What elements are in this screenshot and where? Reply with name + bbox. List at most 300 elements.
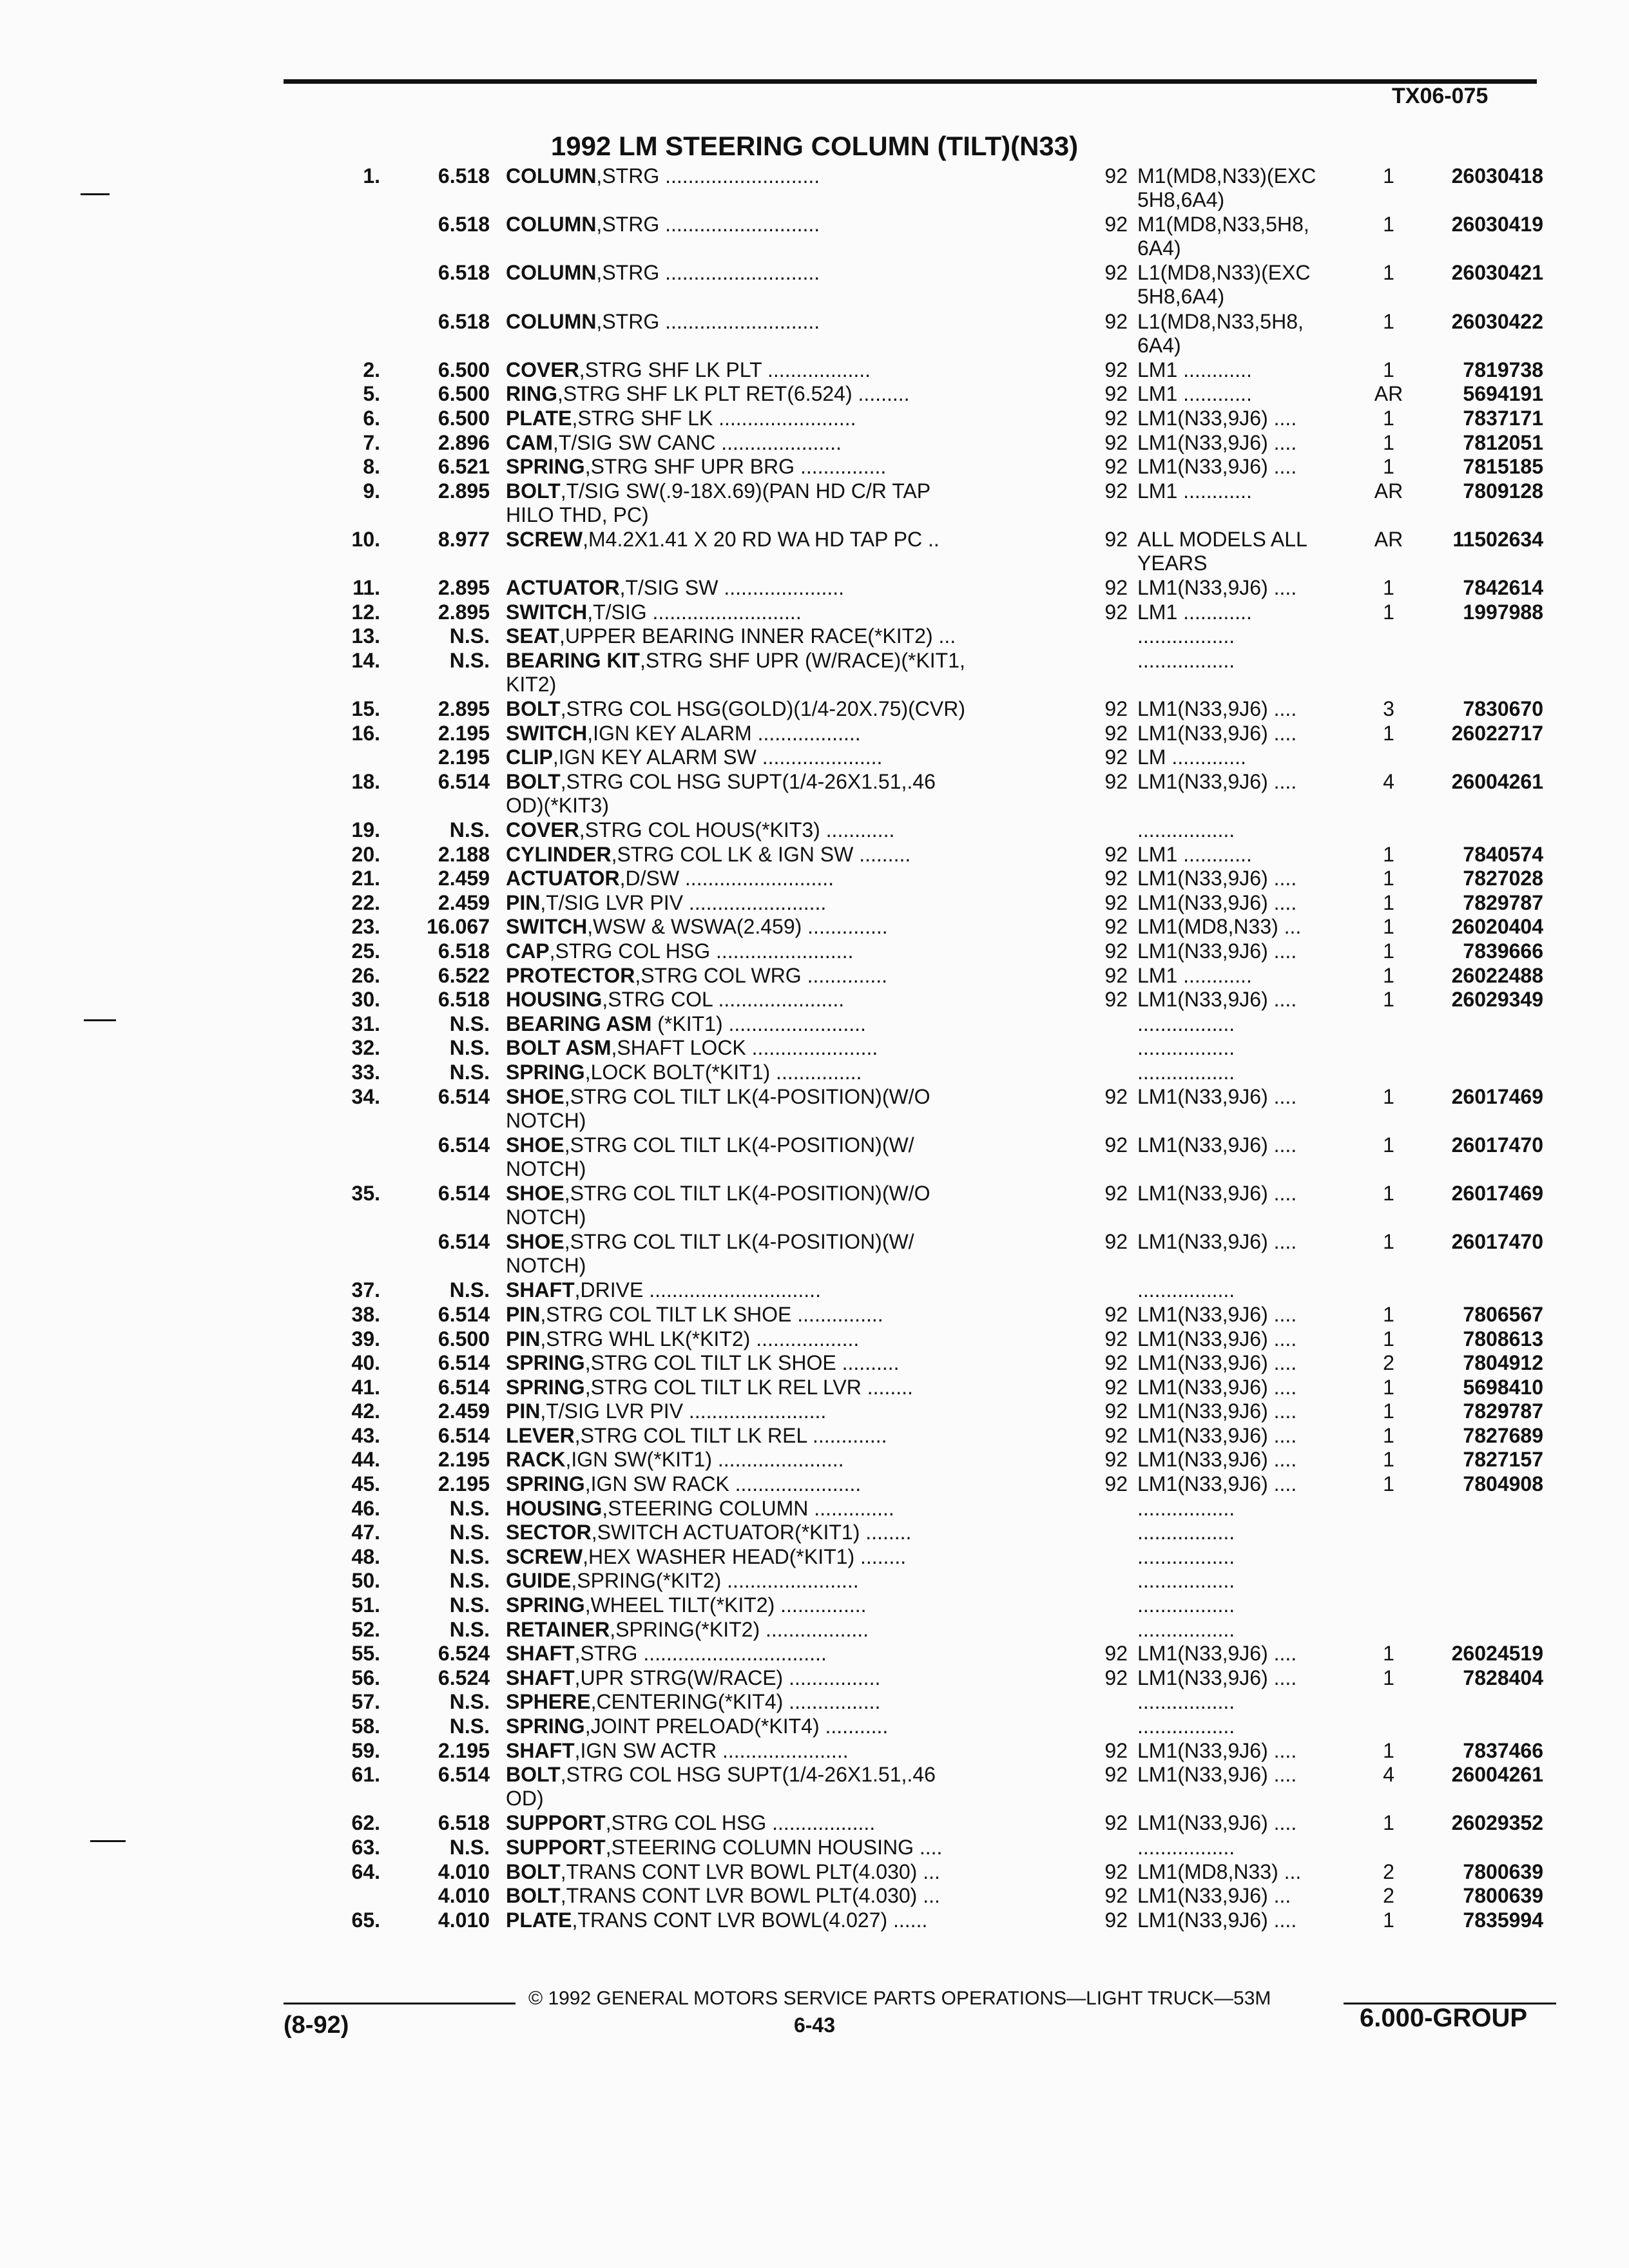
part-name: BOLT (506, 1884, 561, 1908)
part-name: SPRING (506, 1375, 585, 1399)
quantity: 1 (1383, 1375, 1394, 1399)
group-number: 2.195 (438, 745, 490, 769)
table-row (0, 1545, 1629, 1570)
part-description (506, 407, 1099, 430)
model-code: LM1(N33,9J6) ... (1137, 1884, 1291, 1908)
group-number: 6.518 (438, 1811, 490, 1835)
part-detail: ,STRG COL HSG ........................ (549, 939, 854, 963)
item-number: 34. (351, 1084, 380, 1108)
part-number: 7842614 (1463, 576, 1543, 600)
quantity: 1 (1383, 358, 1394, 381)
item-number: 44. (351, 1448, 380, 1472)
model-code: LM1(N33,9J6) .... (1137, 1423, 1297, 1447)
part-description (506, 431, 1099, 455)
part-detail: ,STRG COL LK & IGN SW ......... (611, 842, 911, 866)
group-number: 6.524 (438, 1642, 490, 1666)
table-row (0, 745, 1629, 770)
part-number: 7827028 (1463, 867, 1543, 890)
part-description (506, 1618, 1099, 1642)
part-number: 7809128 (1463, 479, 1543, 503)
part-description (506, 915, 1099, 939)
part-description (506, 649, 1099, 697)
item-number: 2. (363, 358, 380, 381)
part-number: 26029349 (1451, 988, 1543, 1012)
group-number: N.S. (449, 1835, 490, 1859)
model-code: LM ............. (1137, 745, 1246, 769)
part-detail: ,WHEEL TILT(*KIT2) ............... (584, 1593, 867, 1617)
table-row (0, 1061, 1629, 1085)
table-row (0, 1278, 1629, 1303)
part-name: COLUMN (506, 309, 597, 333)
model-code: M1(MD8,N33,5H8, 6A4) (1137, 213, 1309, 260)
part-description (506, 1424, 1099, 1448)
part-detail: ,STEERING COLUMN HOUSING .... (605, 1835, 943, 1859)
part-detail: ,T/SIG SW ..................... (619, 576, 845, 600)
part-name: PLATE (506, 406, 572, 430)
part-name: PIN (506, 890, 541, 914)
part-name: SECTOR (506, 1521, 592, 1544)
part-number: 26017469 (1451, 1181, 1543, 1205)
part-description (506, 1836, 1099, 1860)
model-year: 92 (1104, 963, 1128, 987)
part-description (506, 1739, 1099, 1763)
part-name: PROTECTOR (506, 963, 635, 987)
table-row (0, 213, 1629, 261)
group-number: N.S. (449, 818, 490, 842)
quantity: 1 (1383, 309, 1394, 333)
model-year: 92 (1104, 697, 1128, 721)
model-year: 92 (1104, 1133, 1128, 1157)
quantity: 1 (1383, 1908, 1394, 1932)
table-row (0, 843, 1629, 867)
model-year: 92 (1104, 455, 1128, 479)
quantity: 1 (1383, 1423, 1394, 1447)
part-name: ACTUATOR (506, 576, 620, 600)
part-number: 7840574 (1463, 842, 1543, 866)
quantity: 1 (1383, 164, 1394, 187)
table-row (0, 1085, 1629, 1133)
item-number: 25. (351, 939, 380, 963)
part-description (506, 1036, 1099, 1060)
part-detail: ,STRG COL TILT LK(4-POSITION)(W/ NOTCH) (506, 1230, 914, 1278)
part-description (506, 601, 1099, 624)
model-year: 92 (1104, 1738, 1128, 1762)
part-description (506, 1085, 1099, 1133)
part-number: 7828404 (1463, 1666, 1543, 1689)
item-number: 64. (351, 1860, 380, 1883)
quantity: 4 (1383, 769, 1394, 793)
model-code: LM1 ............ (1137, 842, 1252, 866)
table-row (0, 261, 1629, 309)
group-number: N.S. (449, 624, 490, 648)
model-year: 92 (1104, 1908, 1128, 1932)
part-name: RING (506, 382, 557, 406)
model-year: 92 (1104, 1860, 1128, 1883)
part-description (506, 1012, 1099, 1036)
table-row (0, 164, 1629, 213)
model-year: 92 (1104, 988, 1128, 1012)
model-code: ................. (1137, 1569, 1235, 1593)
part-description (506, 1690, 1099, 1714)
quantity: 1 (1383, 1181, 1394, 1205)
group-number: 2.195 (438, 1738, 490, 1762)
part-description (506, 164, 1099, 188)
group-number: 6.514 (438, 1302, 490, 1326)
model-code: LM1(N33,9J6) .... (1137, 1448, 1297, 1472)
model-code: ................. (1137, 1060, 1235, 1084)
part-detail: ,STRG COL TILT LK(4-POSITION)(W/O NOTCH) (506, 1084, 930, 1132)
part-detail: ,STRG COL HSG SUPT(1/4-26X1.51,.46 OD)(*KIT3) (506, 769, 936, 817)
group-number: 6.514 (438, 769, 490, 793)
part-detail: ,HEX WASHER HEAD(*KIT1) ........ (583, 1544, 907, 1568)
quantity: 1 (1383, 261, 1394, 285)
model-year: 92 (1104, 261, 1128, 285)
model-code: LM1(N33,9J6) .... (1137, 890, 1297, 914)
part-name: BEARING ASM (506, 1012, 652, 1035)
part-description (506, 382, 1099, 406)
group-number: 6.518 (438, 164, 490, 187)
quantity: 4 (1383, 1763, 1394, 1787)
part-name: RETAINER (506, 1617, 610, 1641)
model-code: LM1 ............ (1137, 479, 1252, 503)
group-number: N.S. (449, 1617, 490, 1641)
part-name: RACK (506, 1448, 566, 1472)
group-number: 2.896 (438, 430, 490, 454)
part-description (506, 1593, 1099, 1617)
part-detail: ,STRG ........................... (596, 164, 820, 187)
part-name: PIN (506, 1327, 541, 1350)
group-number: 6.514 (438, 1084, 490, 1108)
part-name: SUPPORT (506, 1835, 606, 1859)
part-detail: ,M4.2X1.41 X 20 RD WA HD TAP PC .. (583, 527, 940, 551)
model-year: 92 (1104, 1884, 1128, 1908)
page-title: 1992 LM STEERING COLUMN (TILT)(N33) (550, 131, 1079, 161)
model-code: LM1(MD8,N33) ... (1137, 1860, 1302, 1883)
group-number: 6.518 (438, 213, 490, 236)
quantity: 1 (1383, 1230, 1394, 1254)
table-row (0, 1036, 1629, 1061)
group-number: 6.514 (438, 1181, 490, 1205)
model-code: ................. (1137, 1036, 1235, 1060)
part-name: SHOE (506, 1084, 564, 1108)
item-number: 57. (351, 1690, 380, 1714)
part-name: CYLINDER (506, 842, 612, 866)
part-description (506, 1569, 1099, 1593)
table-row (0, 1690, 1629, 1715)
part-name: SHAFT (506, 1666, 575, 1689)
model-year: 92 (1104, 1084, 1128, 1108)
item-number: 13. (351, 624, 380, 648)
model-year: 92 (1104, 479, 1128, 503)
part-name: CAP (506, 939, 550, 963)
table-row (0, 576, 1629, 601)
part-name: SPRING (506, 1715, 585, 1738)
model-code: LM1(N33,9J6) .... (1137, 939, 1297, 963)
part-detail: ,D/SW .......................... (619, 867, 834, 890)
model-code: ................. (1137, 1521, 1235, 1544)
item-number: 20. (351, 842, 380, 866)
model-code: ................. (1137, 1012, 1235, 1035)
table-row (0, 1399, 1629, 1424)
group-number: 6.514 (438, 1375, 490, 1399)
group-number: 6.514 (438, 1763, 490, 1787)
quantity: 1 (1383, 430, 1394, 454)
model-code: ................. (1137, 648, 1235, 672)
part-number: 26030422 (1451, 309, 1543, 333)
item-number: 11. (352, 576, 380, 600)
part-name: BOLT (506, 769, 561, 793)
table-row (0, 939, 1629, 964)
quantity: 1 (1383, 1666, 1394, 1689)
table-row (0, 1860, 1629, 1885)
part-description (506, 1763, 1099, 1811)
table-row (0, 382, 1629, 407)
item-number: 14. (351, 648, 380, 672)
part-name: SWITCH (506, 721, 588, 745)
model-year: 92 (1104, 1448, 1128, 1472)
part-name: PLATE (506, 1908, 572, 1932)
part-name: COLUMN (506, 213, 597, 236)
group-number: 2.459 (438, 1399, 490, 1423)
group-number: 6.514 (438, 1230, 490, 1254)
model-code: ................. (1137, 1835, 1235, 1859)
group-number: N.S. (449, 1496, 490, 1520)
part-number: 7812051 (1463, 430, 1543, 454)
quantity: 1 (1383, 213, 1394, 236)
quantity: 1 (1383, 963, 1394, 987)
group-number: 6.514 (438, 1133, 490, 1157)
part-detail: ,STRG SHF UPR BRG ............... (584, 455, 887, 479)
table-row (0, 624, 1629, 649)
part-name: SPRING (506, 1351, 585, 1375)
part-description (506, 1642, 1099, 1666)
model-code: LM1(N33,9J6) .... (1137, 576, 1297, 600)
part-name: SHAFT (506, 1278, 575, 1302)
part-number: 7830670 (1463, 697, 1543, 721)
top-rule (284, 79, 1537, 84)
part-name: SUPPORT (506, 1811, 606, 1835)
item-number: 56. (351, 1666, 380, 1689)
model-code: LM1(N33,9J6) .... (1137, 1327, 1297, 1350)
quantity: 1 (1383, 1327, 1394, 1350)
group-number: N.S. (449, 1521, 490, 1544)
quantity: 1 (1383, 1302, 1394, 1326)
part-detail: ,STRG ........................... (596, 213, 820, 236)
part-name: LEVER (506, 1423, 575, 1447)
part-number: 1997988 (1463, 600, 1543, 624)
part-description (506, 818, 1099, 842)
quantity: 1 (1383, 600, 1394, 624)
item-number: 37. (351, 1278, 380, 1302)
item-number: 26. (351, 963, 380, 987)
quantity: 1 (1383, 406, 1394, 430)
part-name: GUIDE (506, 1569, 572, 1593)
part-detail: ,CENTERING(*KIT4) ................ (590, 1690, 881, 1714)
quantity: 1 (1383, 988, 1394, 1012)
part-detail: ,TRANS CONT LVR BOWL PLT(4.030) ... (560, 1884, 940, 1908)
model-year: 92 (1104, 1375, 1128, 1399)
model-year: 92 (1104, 1399, 1128, 1423)
item-number: 6. (363, 406, 380, 430)
table-row (0, 1763, 1629, 1811)
model-code: LM1(N33,9J6) .... (1137, 406, 1297, 430)
item-number: 62. (351, 1811, 380, 1835)
model-year: 92 (1104, 1327, 1128, 1350)
part-detail: ,STRG WHL LK(*KIT2) .................. (540, 1327, 860, 1350)
part-name: SPRING (506, 1593, 585, 1617)
part-description (506, 1182, 1099, 1229)
part-detail: ,SWITCH ACTUATOR(*KIT1) ........ (591, 1521, 912, 1544)
group-number: 2.895 (438, 600, 490, 624)
item-number: 8. (363, 455, 380, 479)
part-number: 5698410 (1463, 1375, 1543, 1399)
quantity: 1 (1383, 890, 1394, 914)
part-detail: ,STRG COL TILT LK REL LVR ........ (584, 1375, 913, 1399)
part-number: 26022717 (1451, 721, 1543, 745)
model-code: LM1(N33,9J6) .... (1137, 1230, 1297, 1254)
group-number: 6.518 (438, 309, 490, 333)
part-name: COLUMN (506, 164, 597, 187)
model-year: 92 (1104, 527, 1128, 551)
model-year: 92 (1104, 842, 1128, 866)
part-number: 26030419 (1451, 213, 1543, 236)
quantity: 1 (1383, 1133, 1394, 1157)
table-row (0, 1182, 1629, 1230)
part-name: SHAFT (506, 1738, 575, 1762)
group-number: 6.500 (438, 382, 490, 406)
model-code: LM1(N33,9J6) .... (1137, 430, 1297, 454)
item-number: 47. (351, 1521, 380, 1544)
model-year: 92 (1104, 382, 1128, 406)
table-row (0, 1472, 1629, 1497)
parts-table (0, 164, 1629, 1932)
group-number: 6.500 (438, 406, 490, 430)
table-row (0, 1811, 1629, 1836)
model-year: 92 (1104, 1472, 1128, 1496)
part-detail: ,TRANS CONT LVR BOWL(4.027) ...... (572, 1908, 928, 1932)
item-number: 1. (363, 164, 380, 187)
table-row (0, 649, 1629, 697)
part-description (506, 528, 1099, 552)
part-description (506, 1472, 1099, 1496)
copyright: © 1992 GENERAL MOTORS SERVICE PARTS OPERATIONS—LIGHT TRUCK—53M (528, 1988, 1271, 2009)
model-year: 92 (1104, 164, 1128, 187)
model-year: 92 (1104, 867, 1128, 890)
model-code: ................. (1137, 1496, 1235, 1520)
group-number: N.S. (449, 648, 490, 672)
part-description (506, 576, 1099, 600)
item-number: 45. (351, 1472, 380, 1496)
group-number: 16.067 (427, 915, 490, 939)
part-detail: ,IGN SW ACTR ...................... (574, 1738, 849, 1762)
quantity: 1 (1383, 1642, 1394, 1666)
item-number: 35. (351, 1181, 380, 1205)
table-row (0, 407, 1629, 431)
quantity: 1 (1383, 1084, 1394, 1108)
model-code: LM1(N33,9J6) .... (1137, 1084, 1297, 1108)
group-number: 4.010 (438, 1908, 490, 1932)
group-number: 4.010 (438, 1860, 490, 1883)
group-number: 6.521 (438, 455, 490, 479)
part-description (506, 843, 1099, 867)
model-year: 92 (1104, 1230, 1128, 1254)
model-year: 92 (1104, 1351, 1128, 1375)
part-description (506, 1376, 1099, 1399)
quantity: 2 (1383, 1351, 1394, 1375)
quantity: 1 (1383, 1811, 1394, 1835)
part-number: 26030418 (1451, 164, 1543, 187)
part-number: 7835994 (1463, 1908, 1543, 1932)
part-number: 7827689 (1463, 1423, 1543, 1447)
quantity: 1 (1383, 867, 1394, 890)
table-row (0, 867, 1629, 891)
part-detail: (*KIT1) ........................ (651, 1012, 866, 1035)
part-name: HOUSING (506, 988, 602, 1012)
part-description (506, 1351, 1099, 1375)
model-code: LM1 ............ (1137, 963, 1252, 987)
part-detail: ,STRG COL HSG .................. (605, 1811, 876, 1835)
part-description (506, 1908, 1099, 1932)
item-number: 16. (351, 721, 380, 745)
quantity: 1 (1383, 1448, 1394, 1472)
table-row (0, 697, 1629, 722)
item-number: 65. (351, 1908, 380, 1932)
part-description (506, 1327, 1099, 1351)
model-code: L1(MD8,N33)(EXC 5H8,6A4) (1137, 261, 1311, 309)
part-name: HOUSING (506, 1496, 602, 1520)
part-name: COVER (506, 818, 579, 842)
model-year: 92 (1104, 600, 1128, 624)
part-description (506, 261, 1099, 285)
part-number: 26029352 (1451, 1811, 1543, 1835)
part-description (506, 939, 1099, 963)
table-row (0, 358, 1629, 383)
model-code: LM1(N33,9J6) .... (1137, 721, 1297, 745)
model-code: ................. (1137, 1278, 1235, 1302)
part-detail: ,T/SIG .......................... (587, 600, 802, 624)
part-detail: ,WSW & WSWA(2.459) .............. (587, 915, 888, 939)
part-name: SCREW (506, 1544, 583, 1568)
document-code: TX06-075 (1392, 84, 1489, 108)
part-name: CLIP (506, 745, 553, 769)
model-code: LM1(N33,9J6) .... (1137, 867, 1297, 890)
table-row (0, 1230, 1629, 1278)
model-code: LM1(N33,9J6) .... (1137, 1399, 1297, 1423)
part-detail: ,T/SIG LVR PIV ........................ (540, 890, 827, 914)
group-number: 2.188 (438, 842, 490, 866)
item-number: 18. (351, 769, 380, 793)
group-number: 4.010 (438, 1884, 490, 1908)
part-detail: ,STRG COL TILT LK(4-POSITION)(W/ NOTCH) (506, 1133, 914, 1180)
part-number: 7815185 (1463, 455, 1543, 479)
item-number: 10. (351, 527, 380, 551)
table-row (0, 528, 1629, 576)
part-description (506, 1884, 1099, 1908)
model-year: 92 (1104, 745, 1128, 769)
model-code: LM1 ............ (1137, 382, 1252, 406)
part-description (506, 1811, 1099, 1835)
model-code: M1(MD8,N33)(EXC 5H8,6A4) (1137, 164, 1316, 211)
group-number: 6.500 (438, 1327, 490, 1350)
part-name: BOLT ASM (506, 1036, 612, 1060)
part-description (506, 213, 1099, 236)
part-detail: ,SPRING(*KIT2) ....................... (571, 1569, 859, 1593)
part-description (506, 1061, 1099, 1084)
part-detail: ,STRG SHF UPR (W/RACE)(*KIT1, KIT2) (506, 648, 965, 696)
group-number: 2.459 (438, 867, 490, 890)
model-year: 92 (1104, 1666, 1128, 1689)
part-name: BEARING KIT (506, 648, 640, 672)
